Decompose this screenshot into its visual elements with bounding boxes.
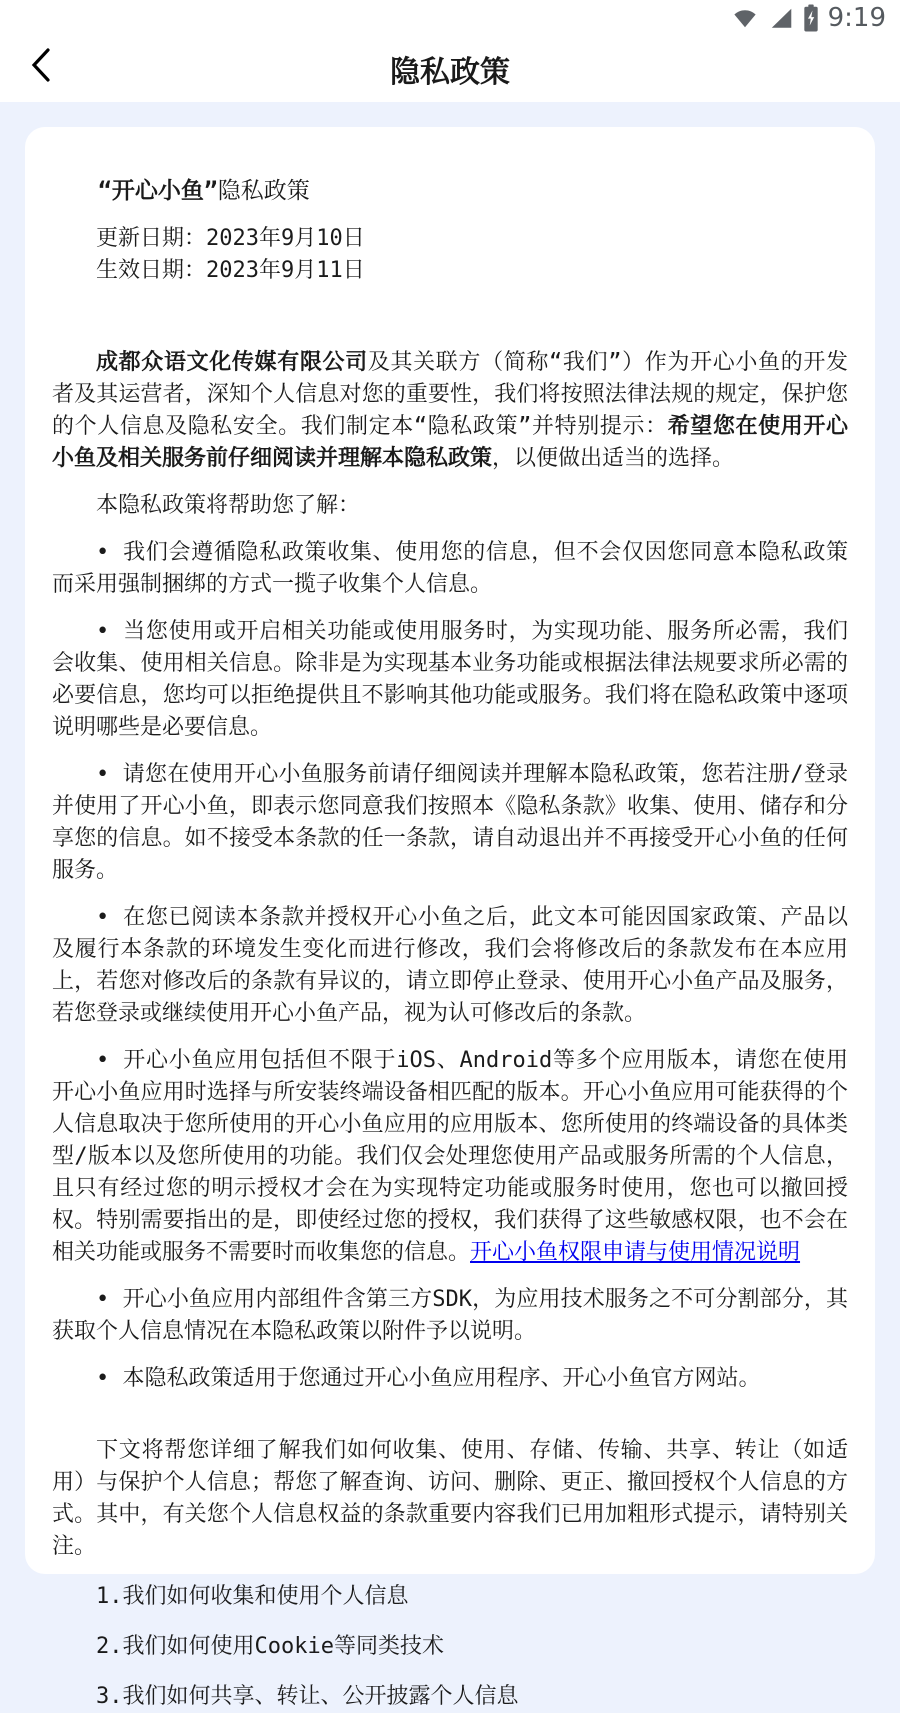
text-run: 更新日期：2023年9月10日 <box>96 226 365 251</box>
status-bar <box>0 0 900 36</box>
toc-item-2 <box>52 1631 848 1663</box>
status-time: 9:19 <box>827 3 886 33</box>
bullet-scope <box>52 1363 848 1395</box>
text-run: 开心小鱼应用内部组件含第三方SDK，为应用技术服务之不可分割部分，其获取个人信息情况在本隐私政策以附件予以说明。 <box>52 1287 848 1344</box>
policy-body <box>52 175 848 1713</box>
bullet-app-versions <box>52 1045 848 1269</box>
text-run: 生效日期：2023年9月11日 <box>96 258 365 283</box>
text-run: 当您使用或开启相关功能或使用服务时，为实现功能、服务所必需，我们会收集、使用相关信息。除非是为实现基本业务功能或根据法律法规要求所必需的必要信息，您均可以拒绝提供且不影响其他功能或服务。我们将在隐私政策中逐项说明哪些是必要信息。 <box>52 619 848 740</box>
wifi-icon <box>731 5 759 31</box>
cellular-signal-icon <box>768 5 794 31</box>
update-date-line <box>52 223 848 255</box>
text-run: 1.我们如何收集和使用个人信息 <box>96 1584 409 1609</box>
bullet-necessary-info <box>52 616 848 744</box>
text-run: • <box>96 1287 123 1312</box>
text-run: 请您在使用开心小鱼服务前请仔细阅读并理解本隐私政策，您若注册/登录并使用了开心小鱼，即表示您同意我们按照本《隐私条款》收集、使用、储存和分享您的信息。如不接受本条款的任一条款，请自动退出并不再接受开心小鱼的任何服务。 <box>52 762 848 883</box>
emphasis-text: 希望您在使用开心小鱼及相关服务前仔细阅读并理解本隐私政策 <box>52 414 848 471</box>
emphasis-text: 成都众语文化传媒有限公司 <box>96 350 368 375</box>
permission-usage-link[interactable]: 开心小鱼权限申请与使用情况说明 <box>470 1240 801 1265</box>
text-run: ，以便做出适当的选择。 <box>492 446 735 471</box>
text-run: • <box>96 1048 124 1073</box>
scroll-area[interactable] <box>0 102 900 1709</box>
emphasis-text: “开心小鱼” <box>98 178 218 204</box>
battery-charging-icon <box>803 4 819 32</box>
text-run: 隐私政策 <box>217 178 310 204</box>
bullet-third-party-sdk <box>52 1284 848 1348</box>
policy-doc-title <box>52 175 848 207</box>
text-run: 3.我们如何共享、转让、公开披露个人信息 <box>96 1684 519 1709</box>
text-run: 本隐私政策适用于您通过开心小鱼应用程序、开心小鱼官方网站。 <box>122 1366 761 1391</box>
toc-item-3 <box>52 1681 848 1713</box>
bullet-no-forced-bundle <box>52 537 848 601</box>
intro-paragraph <box>52 347 848 475</box>
text-run: • <box>96 1366 123 1391</box>
text-run: 及其关联方（简称“我们”）作为开心小鱼的开发者及其运营者，深知个人信息对您的重要性，我们将按照法律法规的规定，保护您的个人信息及隐私安全。我们制定本“隐私政策”并特别提示： <box>52 350 848 439</box>
text-run: • <box>96 905 124 930</box>
bullet-policy-changes <box>52 902 848 1030</box>
toc-item-1 <box>52 1581 848 1613</box>
text-run: 2.我们如何使用Cookie等同类技术 <box>96 1634 444 1659</box>
help-understand-line <box>52 490 848 522</box>
overview-paragraph <box>52 1435 848 1563</box>
text-run: • <box>96 762 123 787</box>
text-run: 在您已阅读本条款并授权开心小鱼之后，此文本可能因国家政策、产品以及履行本条款的环境发生变化而进行修改，我们会将修改后的条款发布在本应用上，若您对修改后的条款有异议的，请立即停止登录、使用开心小鱼产品及服务，若您登录或继续使用开心小鱼产品，视为认可修改后的条款。 <box>52 905 848 1026</box>
text-run: 下文将帮您详细了解我们如何收集、使用、存储、传输、共享、转让（如适用）与保护个人信息；帮您了解查询、访问、删除、更正、撤回授权个人信息的方式。其中，有关您个人信息权益的条款重要内容我们已用加粗形式提示，请特别关注。 <box>52 1438 848 1559</box>
header-bar <box>0 36 900 102</box>
text-run: 开心小鱼应用包括但不限于iOS、Android等多个应用版本，请您在使用开心小鱼应用时选择与所安装终端设备相匹配的版本。开心小鱼应用可能获得的个人信息取决于您所使用的开心小鱼应用的应用版本、您所使用的终端设备的具体类型/版本以及您所使用的功能。我们仅会处理您使用产品或服务所需的个人信息，且只有经过您的明示授权才会在为实现特定功能或服务时使用，您也可以撤回授权。特别需要指出的是，即使经过您的授权，我们获得了这些敏感权限，也不会在相关功能或服务不需要时而收集您的信息。 <box>52 1048 848 1265</box>
text-run: • <box>96 619 124 644</box>
text-run: 我们会遵循隐私政策收集、使用您的信息，但不会仅因您同意本隐私政策而采用强制捆绑的方式一揽子收集个人信息。 <box>52 540 848 597</box>
effective-date-line <box>52 255 848 287</box>
text-run: • <box>96 540 124 565</box>
page-title: 隐私政策 <box>390 55 510 90</box>
back-button[interactable] <box>18 40 66 92</box>
policy-card <box>25 127 875 1709</box>
chevron-left-icon <box>27 45 57 88</box>
bullet-read-before-use <box>52 759 848 887</box>
text-run: 本隐私政策将帮助您了解： <box>96 493 361 518</box>
